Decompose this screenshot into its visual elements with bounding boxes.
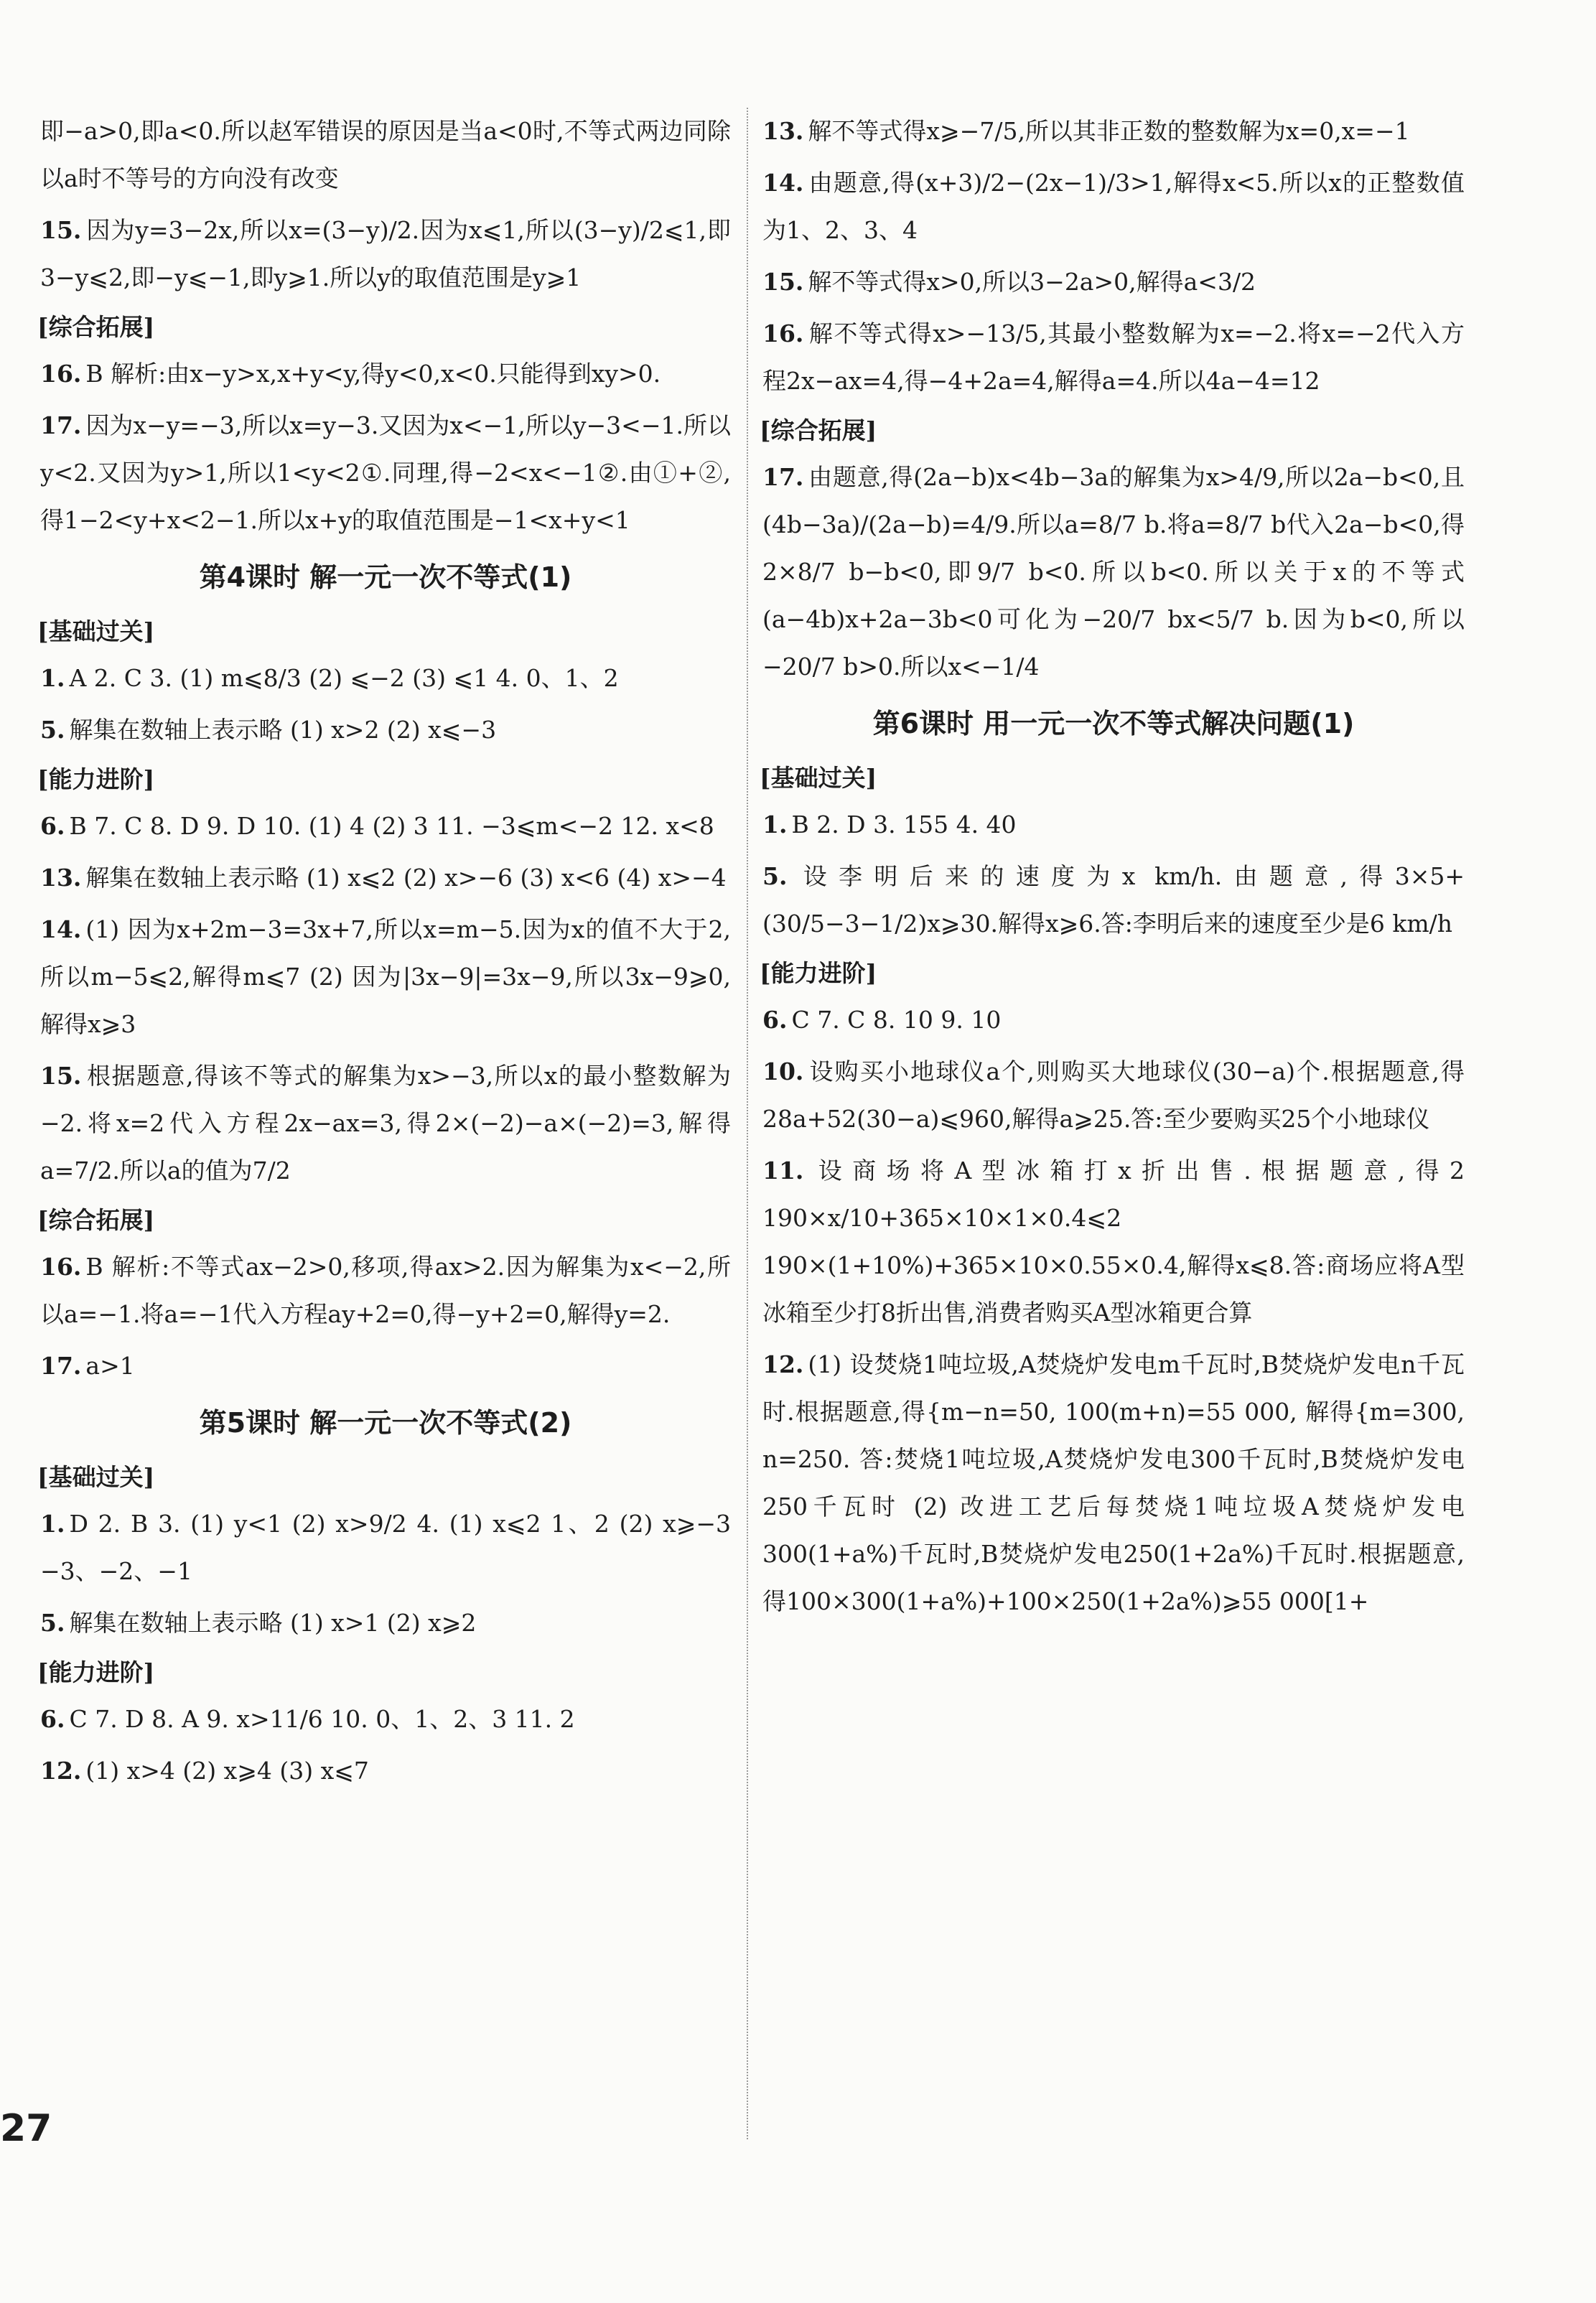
item-text: 设李明后来的速度为x km/h.由题意,得3×5+(30/5−3−1/2)x⩾30.解得x⩾6.答:李明后来的速度至少是6 km/h bbox=[762, 862, 1465, 938]
answer-item bbox=[762, 996, 1465, 1044]
section-heading: [基础过关] bbox=[760, 764, 877, 792]
item-text: B 7. C 8. D 9. D 10. (1) 4 (2) 3 11. −3⩽m<−2 12. x<8 bbox=[69, 812, 714, 840]
item-text: 解不等式得x⩾−7/5,所以其非正数的整数解为x=0,x=−1 bbox=[808, 117, 1410, 145]
section-heading: [综合拓展] bbox=[760, 416, 877, 444]
answer-item bbox=[762, 1147, 1465, 1337]
right-column bbox=[762, 108, 1465, 1630]
answer-item bbox=[40, 207, 731, 302]
item-text: (1) 设焚烧1吨垃圾,A焚烧炉发电m千瓦时,B焚烧炉发电n千瓦时.根据题意,得{m−n=50, 100(m+n)=55 000, 解得{m=300, n=250. 答:焚烧1吨垃圾,A焚烧炉发电300千瓦时,B焚烧炉发电250千瓦时 (2) 改进工艺后每焚烧1吨垃圾A焚烧炉发电300(1+a%)千瓦时,B焚烧炉发电250(1+2a%)千瓦时.根据题意,得100×300(1+a%)+100×250(1+2a%)⩾55 000[1+ bbox=[762, 1350, 1465, 1615]
answer-item bbox=[40, 1342, 731, 1390]
answer-item bbox=[762, 853, 1465, 948]
item-text: 解不等式得x>0,所以3−2a>0,解得a<3/2 bbox=[808, 268, 1256, 296]
answer-item bbox=[40, 803, 731, 850]
item-number: 1. bbox=[762, 811, 788, 838]
item-text: B 2. D 3. 155 4. 40 bbox=[791, 811, 1017, 838]
item-number: 12. bbox=[762, 1350, 804, 1378]
item-text: A 2. C 3. (1) m⩽8/3 (2) ⩽−2 (3) ⩽1 4. 0、1、2 bbox=[69, 664, 619, 692]
answer-item bbox=[40, 350, 731, 398]
item-text: B 解析:由x−y>x,x+y<y,得y<0,x<0.只能得到xy>0. bbox=[85, 360, 661, 388]
section-heading: [综合拓展] bbox=[37, 1206, 155, 1234]
item-number: 17. bbox=[762, 463, 804, 491]
left-column bbox=[37, 108, 731, 1799]
item-text: 解集在数轴上表示略 (1) x>1 (2) x⩾2 bbox=[69, 1609, 477, 1637]
item-number: 1. bbox=[40, 1510, 65, 1538]
item-text: 解集在数轴上表示略 (1) x>2 (2) x⩽−3 bbox=[69, 716, 497, 744]
item-text: D 2. B 3. (1) y<1 (2) x>9/2 4. (1) x⩽2 1、2 (2) x⩾−3 −3、−2、−1 bbox=[40, 1510, 731, 1585]
item-number: 5. bbox=[40, 716, 65, 744]
item-number: 16. bbox=[40, 1253, 82, 1281]
answer-item bbox=[762, 1341, 1465, 1625]
answer-item bbox=[762, 454, 1465, 691]
answer-item bbox=[762, 310, 1465, 405]
item-number: 16. bbox=[40, 360, 82, 388]
item-text: (1) 因为x+2m−3=3x+7,所以x=m−5.因为x的值不大于2,所以m−5⩽2,解得m⩽7 (2) 因为|3x−9|=3x−9,所以3x−9⩾0,解得x⩾3 bbox=[40, 915, 731, 1038]
lesson-title: 第5课时 解一元一次不等式(2) bbox=[199, 1407, 572, 1439]
answer-item bbox=[40, 906, 731, 1048]
column-divider bbox=[747, 108, 748, 2139]
answer-item bbox=[40, 402, 731, 544]
item-text: (1) x>4 (2) x⩾4 (3) x⩽7 bbox=[85, 1757, 369, 1785]
item-number: 6. bbox=[762, 1006, 788, 1034]
item-number: 15. bbox=[762, 268, 804, 296]
item-text: C 7. D 8. A 9. x>11/6 10. 0、1、2、3 11. 2 bbox=[69, 1705, 575, 1733]
item-number: 10. bbox=[762, 1057, 804, 1085]
answer-item bbox=[762, 159, 1465, 254]
item-number: 6. bbox=[40, 1705, 65, 1733]
item-text: C 7. C 8. 10 9. 10 bbox=[791, 1006, 1002, 1034]
item-number: 6. bbox=[40, 812, 65, 840]
answer-item bbox=[762, 801, 1465, 849]
item-number: 15. bbox=[40, 1062, 82, 1090]
answer-item bbox=[40, 706, 731, 754]
answer-item bbox=[40, 655, 731, 702]
section-heading: [能力进阶] bbox=[760, 959, 877, 987]
lesson-title: 第6课时 用一元一次不等式解决问题(1) bbox=[872, 708, 1355, 739]
item-number: 14. bbox=[40, 915, 82, 943]
answer-item bbox=[762, 1048, 1465, 1143]
item-number: 11. bbox=[762, 1157, 804, 1185]
section-heading: [基础过关] bbox=[37, 617, 155, 645]
page-number: 27 bbox=[0, 2107, 52, 2150]
section-heading: [能力进阶] bbox=[37, 765, 155, 793]
answer-item bbox=[40, 108, 731, 202]
item-number: 15. bbox=[40, 216, 82, 244]
item-text: 因为x−y=−3,所以x=y−3.又因为x<−1,所以y−3<−1.所以y<2.又因为y>1,所以1<y<2①.同理,得−2<x<−1②.由①+②,得1−2<y+x<2−1.所以x+y的取值范围是−1<x+y<1 bbox=[40, 411, 731, 534]
answer-item bbox=[762, 258, 1465, 306]
item-text: 设商场将A型冰箱打x折出售.根据题意,得2 190×x/10+365×10×1×0.4⩽2 190×(1+10%)+365×10×0.55×0.4,解得x⩽8.答:商场应将A型冰箱至少打8折出售,消费者购买A型冰箱更合算 bbox=[762, 1157, 1465, 1327]
answer-item bbox=[40, 854, 731, 902]
item-text: 设购买小地球仪a个,则购买大地球仪(30−a)个.根据题意,得28a+52(30−a)⩽960,解得a⩾25.答:至少要购买25个小地球仪 bbox=[762, 1057, 1465, 1133]
item-number: 17. bbox=[40, 1352, 82, 1380]
item-text: 由题意,得(x+3)/2−(2x−1)/3>1,解得x<5.所以x的正整数值为1、2、3、4 bbox=[762, 169, 1465, 244]
item-text: 因为y=3−2x,所以x=(3−y)/2.因为x⩽1,所以(3−y)/2⩽1,即3−y⩽2,即−y⩽−1,即y⩾1.所以y的取值范围是y⩾1 bbox=[40, 216, 731, 291]
lesson-title: 第4课时 解一元一次不等式(1) bbox=[199, 561, 572, 593]
item-number: 14. bbox=[762, 169, 804, 197]
item-number: 16. bbox=[762, 319, 804, 347]
item-number: 17. bbox=[40, 411, 82, 439]
item-text: B 解析:不等式ax−2>0,移项,得ax>2.因为解集为x<−2,所以a=−1.将a=−1代入方程ay+2=0,得−y+2=0,解得y=2. bbox=[40, 1253, 731, 1328]
item-text: 根据题意,得该不等式的解集为x>−3,所以x的最小整数解为−2.将x=2代入方程2x−ax=3,得2×(−2)−a×(−2)=3,解得a=7/2.所以a的值为7/2 bbox=[40, 1062, 731, 1185]
answer-item bbox=[40, 1599, 731, 1647]
answer-item bbox=[40, 1500, 731, 1595]
section-heading: [综合拓展] bbox=[37, 313, 155, 341]
item-number: 13. bbox=[40, 864, 82, 892]
item-number: 5. bbox=[762, 862, 788, 890]
answer-item bbox=[762, 108, 1465, 155]
item-number: 12. bbox=[40, 1757, 82, 1785]
item-text: 即−a>0,即a<0.所以赵军错误的原因是当a<0时,不等式两边同除以a时不等号的方向没有改变 bbox=[40, 117, 731, 192]
item-text: 解集在数轴上表示略 (1) x⩽2 (2) x>−6 (3) x<6 (4) x>−4 bbox=[85, 864, 727, 892]
section-heading: [基础过关] bbox=[37, 1463, 155, 1491]
answer-item bbox=[40, 1696, 731, 1743]
answer-item bbox=[40, 1243, 731, 1338]
item-number: 1. bbox=[40, 664, 65, 692]
item-text: 由题意,得(2a−b)x<4b−3a的解集为x>4/9,所以2a−b<0,且(4b−3a)/(2a−b)=4/9.所以a=8/7 b.将a=8/7 b代入2a−b<0,得2×8/7 b−b<0,即9/7 b<0.所以b<0.所以关于x的不等式(a−4b)x+2a−3b<0可化为−20/7 bx<5/7 b.因为b<0,所以−20/7 b>0.所以x<−1/4 bbox=[762, 463, 1465, 681]
item-number: 5. bbox=[40, 1609, 65, 1637]
section-heading: [能力进阶] bbox=[37, 1658, 155, 1686]
item-number: 13. bbox=[762, 117, 804, 145]
item-text: 解不等式得x>−13/5,其最小整数解为x=−2.将x=−2代入方程2x−ax=4,得−4+2a=4,解得a=4.所以4a−4=12 bbox=[762, 319, 1465, 395]
answer-item bbox=[40, 1052, 731, 1195]
item-text: a>1 bbox=[85, 1352, 135, 1380]
answer-item bbox=[40, 1747, 731, 1795]
